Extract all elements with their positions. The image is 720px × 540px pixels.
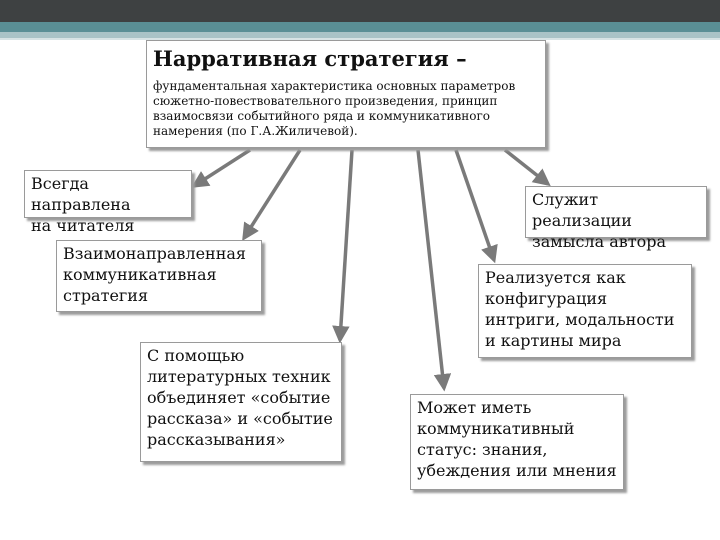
arrow-to-interdirected <box>244 150 300 238</box>
author-box <box>525 186 707 251</box>
reader-box <box>24 170 192 235</box>
interdirected-box <box>56 240 262 312</box>
intrigue-text: Реализуется как конфигурация интриги, модальности и картины мира <box>485 268 675 350</box>
arrow-to-intrigue <box>456 150 494 260</box>
interdirected-text: Взаимонаправленная коммуникативная стратегия <box>63 244 247 305</box>
main-definition-box <box>146 40 546 148</box>
main-title: Нарративная стратегия – <box>153 46 467 71</box>
literary-techniques-box <box>140 342 342 462</box>
literary-techniques-text: С помощью литературных техник объединяет «событие рассказа» и «событие рассказывания» <box>147 346 333 449</box>
arrow-to-communicative <box>418 150 444 388</box>
reader-text: Всегда направлена на читателя <box>31 174 135 235</box>
author-text: Служит реализации замысла автора <box>532 190 667 251</box>
arrow-to-author <box>505 150 548 184</box>
header-teal-bar <box>0 22 720 32</box>
main-description: фундаментальная характеристика основных параметров сюжетно-повествовательного произведения, принцип взаимосвязи событийного ряда и коммуникативного намерения (по Г.А.Жиличевой). <box>153 79 516 138</box>
communicative-status-box <box>410 394 624 490</box>
arrow-to-literary <box>340 150 352 340</box>
header-dark-bar <box>0 0 720 22</box>
arrow-to-reader <box>194 150 250 186</box>
communicative-status-text: Может иметь коммуникативный статус: знания, убеждения или мнения <box>417 398 617 480</box>
intrigue-box <box>478 264 692 358</box>
